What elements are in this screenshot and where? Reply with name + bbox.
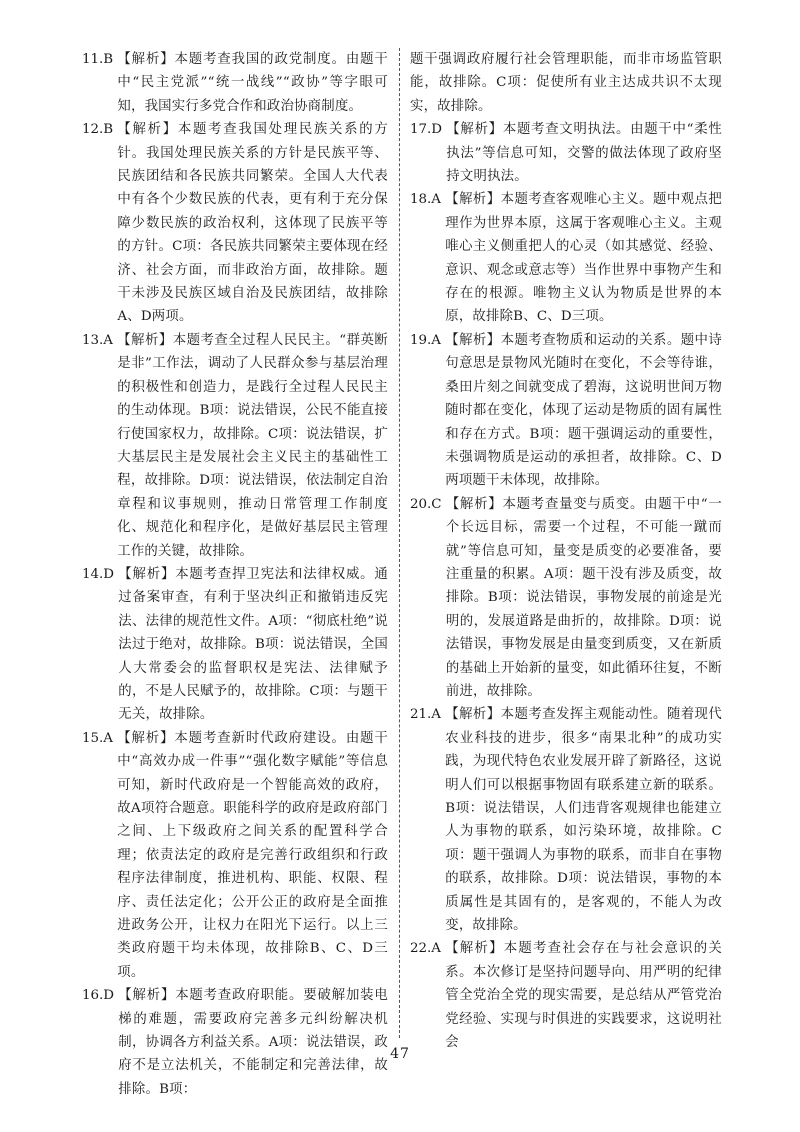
question-number: 18.A [410,192,446,208]
answer-entry [82,563,388,727]
question-number: 14.D [82,566,119,582]
page-number: 47 [390,1046,410,1062]
question-number: 17.D [410,122,447,138]
answer-entry [410,493,722,704]
left-column [82,48,388,1101]
question-number: 22.A [410,941,446,957]
answer-text: 【解析】本题考查全过程人民民主。“群英断是非”工作法，调动了人民群众参与基层治理的积极性和创造力，是践行全过程人民民主的生动体现。B项：说法错误，公民不能直接行使国家权力，故排除。C项：说法错误，扩大基层民主是发展社会主义民主的基础性工程，故排除。D项：说法错误，依法制定自治章程和议事规则，推动日常管理工作制度化、规范化和程序化，是做好基层民主管理工作的关键，故排除。 [117,332,388,559]
answer-entry [82,984,388,1101]
answer-text: 【解析】本题考查我国的政党制度。由题干中“民主党派”“统一战线”“政协”等字眼可知，我国实行多党合作和政治协商制度。 [117,52,388,114]
answer-entry [410,188,722,328]
answer-text: 【解析】本题考查捍卫宪法和法律权威。通过备案审查，有利于坚决纠正和撤销违反宪法、法律的规范性文件。A项：“彻底杜绝”说法过于绝对，故排除。B项：说法错误，全国人大常委会的监督职权是宪法、法律赋予的，不是人民赋予的，故排除。C项：与题干无关，故排除。 [118,566,388,723]
answer-entry [82,727,388,984]
right-column [410,48,722,1054]
answer-entry [82,329,388,563]
answer-entry [82,118,388,329]
answer-entry [410,329,722,493]
question-number: 11.B [82,52,118,67]
answer-text: 【解析】本题考查发挥主观能动性。随着现代农业科技的进步，很多“南果北种”的成功实践，为现代特色农业发展开辟了新路径，这说明人们可以根据事物固有联系建立新的联系。B项：说法错误，人们违背客观规律也能建立人为事物的联系，如污染环境，故排除。C项：题干强调人为事物的联系，而非自在事物的联系，故排除。D项：说法错误，事物的本质属性是其固有的，是客观的，不能人为改变，故排除。 [445,707,722,934]
answer-text: 题干强调政府履行社会管理职能，而非市场监管职能，故排除。C项：促使所有业主达成共识不太现实，故排除。 [410,52,722,114]
question-number: 12.B [82,122,118,138]
question-number: 13.A [82,332,118,348]
answer-text: 【解析】本题考查新时代政府建设。由题干中“高效办成一件事”“强化数字赋能”等信息可知，新时代政府是一个智能高效的政府，故A项符合题意。职能科学的政府是政府部门之间、上下级政府之间关系的配置科学合理；依责法定的政府是完善行政组织和行政程序法律制度，推进机构、职能、权限、程序、责任法定化；公开公正的政府是全面推进政务公开，让权力在阳光下运行。以上三类政府题干均未体现，故排除B、C、D三项。 [117,730,388,980]
answer-entry [410,703,722,937]
answer-text: 【解析】本题考查客观唯心主义。题中观点把理作为世界本原，这属于客观唯心主义。主观唯心主义侧重把人的心灵（如其感觉、经验、意识、观念或意志等）当作世界中事物产生和存在的根源。唯物主义认为物质是世界的本原，故排除B、C、D三项。 [445,192,722,325]
question-number: 21.A [410,707,446,723]
question-number: 16.D [82,988,119,1004]
column-divider [399,48,400,1038]
question-number: 15.A [82,730,118,746]
question-number: 19.A [410,332,446,348]
answer-entry [410,118,722,188]
question-number: 20.C [410,496,446,512]
answer-entry-continued [410,48,722,118]
answer-entry [82,48,388,118]
answer-text: 【解析】本题考查政府职能。要破解加装电梯的难题，需要政府完善多元纠纷解决机制，协调各方利益关系。A项：说法错误，政府不是立法机关，不能制定和完善法律，故排除。B项： [118,988,388,1097]
answer-text: 【解析】本题考查量变与质变。由题干中“一个长远目标，需要一个过程，不可能一蹴而就”等信息可知，量变是质变的必要准备，要注重量的积累。A项：题干没有涉及质变，故排除。B项：说法错误，事物发展的前途是光明的，发展道路是曲折的，故排除。D项：说法错误，事物发展是由量变到质变，又在新质的基础上开始新的量变，如此循环往复，不断前进，故排除。 [445,496,722,699]
answer-text: 【解析】本题考查我国处理民族关系的方针。我国处理民族关系的方针是民族平等、民族团结和各民族共同繁荣。全国人大代表中有各个少数民族的代表，更有利于充分保障少数民族的政治权利，这体现了民族平等的方针。C项：各民族共同繁荣主要体现在经济、社会方面，而非政治方面，故排除。题干未涉及民族区域自治及民族团结，故排除A、D两项。 [117,122,388,325]
answer-text: 【解析】本题考查物质和运动的关系。题中诗句意思是景物风光随时在变化，不会等待谁，桑田片刻之间就变成了碧海，这说明世间万物随时都在变化，体现了运动是物质的固有属性和存在方式。B项：题干强调运动的重要性，未强调物质是运动的承担者，故排除。C、D两项题干未体现，故排除。 [445,332,722,489]
answer-text: 【解析】本题考查社会存在与社会意识的关系。本次修订是坚持问题导向、用严明的纪律管全党治全党的现实需要，是总结从严管党治党经验、实现与时俱进的实践要求，这说明社会 [445,941,722,1051]
answer-entry [410,937,722,1054]
answer-text: 【解析】本题考查文明执法。由题干中“柔性执法”等信息可知，交警的做法体现了政府坚持文明执法。 [446,122,722,185]
